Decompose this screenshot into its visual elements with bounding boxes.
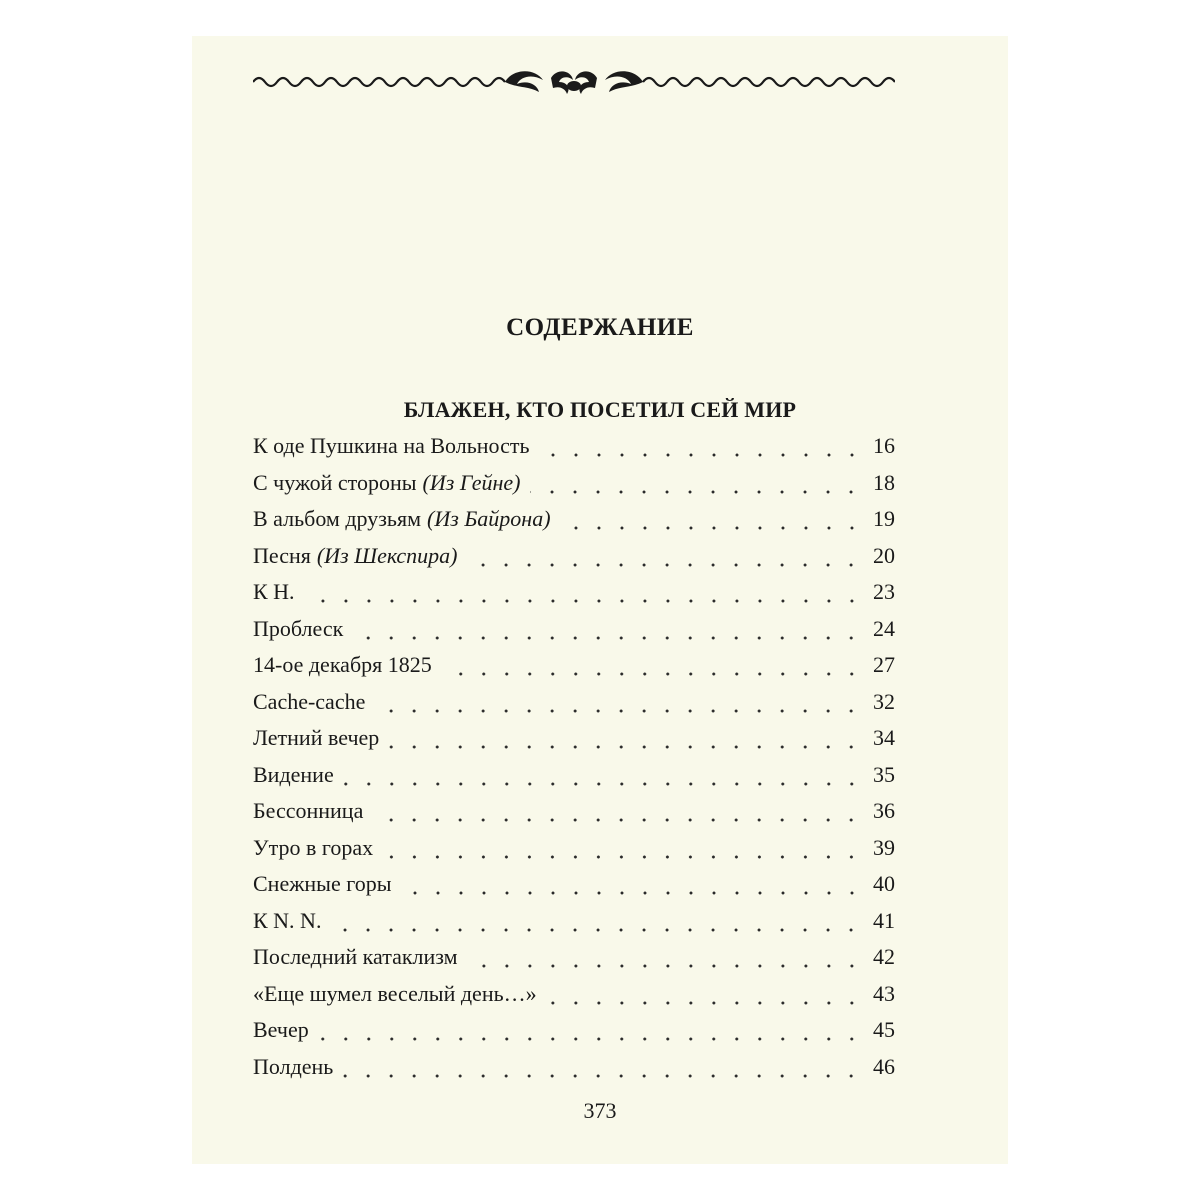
toc-entry xyxy=(253,903,895,940)
toc-entry xyxy=(253,611,895,648)
dot-leader xyxy=(305,599,863,603)
dot-leader xyxy=(402,891,864,895)
toc-entry-title: Песня xyxy=(253,542,311,568)
dot-leader xyxy=(561,526,863,530)
dot-leader xyxy=(467,563,863,567)
toc-entry-page: 18 xyxy=(873,469,895,495)
toc-entry-title: Видение xyxy=(253,761,334,787)
toc-entry-title: Снежные горы xyxy=(253,871,392,896)
dot-leader xyxy=(373,818,863,822)
ornament-divider-icon xyxy=(253,64,895,104)
toc-entry-page: 34 xyxy=(873,725,895,750)
toc-entry-page: 23 xyxy=(873,579,895,604)
toc-entry-source-note: (Из Шекспира) xyxy=(316,542,458,568)
dot-leader xyxy=(331,928,863,932)
toc-entry-page: 43 xyxy=(873,980,895,1006)
toc-entry-title: 14-ое декабря 1825 xyxy=(253,652,432,677)
table-of-contents xyxy=(253,428,895,1085)
dot-leader xyxy=(442,672,863,676)
dot-leader xyxy=(547,1001,863,1005)
toc-entry-title: В альбом друзьям xyxy=(253,506,422,531)
toc-entry xyxy=(253,793,895,830)
dot-leader xyxy=(540,453,864,457)
toc-entry-page: 46 xyxy=(873,1053,895,1079)
section-heading: БЛАЖЕН, КТО ПОСЕТИЛ СЕЙ МИР xyxy=(403,397,797,422)
toc-entry-title: Проблеск xyxy=(253,615,344,641)
toc-entry-title: Вечер xyxy=(253,1017,309,1042)
toc-entry-title: Летний вечер xyxy=(253,725,380,750)
toc-entry-page: 39 xyxy=(873,834,895,860)
toc-entry xyxy=(253,1012,895,1049)
page-number: 373 xyxy=(583,1098,617,1123)
toc-entry xyxy=(253,684,895,721)
dot-leader xyxy=(530,490,863,494)
toc-entry xyxy=(253,757,895,794)
toc-entry xyxy=(253,647,895,684)
toc-entry xyxy=(253,538,895,575)
dot-leader xyxy=(343,1074,863,1078)
toc-entry-title: С чужой стороны xyxy=(253,469,417,495)
dot-leader xyxy=(344,782,863,786)
toc-entry xyxy=(253,574,895,611)
toc-entry xyxy=(253,830,895,867)
toc-entry xyxy=(253,976,895,1013)
toc-entry-source-note: (Из Байрона) xyxy=(427,506,551,531)
toc-entry-page: 41 xyxy=(873,907,895,933)
toc-entry-page: 20 xyxy=(873,542,895,568)
dot-leader xyxy=(383,855,863,859)
toc-entry-page: 45 xyxy=(873,1017,895,1042)
toc-entry-page: 36 xyxy=(873,798,895,823)
toc-entry-page: 27 xyxy=(873,652,895,677)
toc-entry-page: 35 xyxy=(873,761,895,787)
toc-entry-title: Cache-cache xyxy=(253,688,366,714)
page-title: СОДЕРЖАНИЕ xyxy=(506,314,694,341)
dot-leader xyxy=(468,964,863,968)
toc-entry-title: Бессонница xyxy=(253,798,364,823)
toc-entry-page: 19 xyxy=(873,506,895,531)
toc-entry-page: 24 xyxy=(873,615,895,641)
toc-entry-title: К N. N. xyxy=(253,907,322,933)
dot-leader xyxy=(353,636,863,640)
toc-entry-title: Утро в горах xyxy=(253,834,374,860)
toc-entry xyxy=(253,465,895,502)
toc-entry-title: «Еще шумел веселый день…» xyxy=(253,980,537,1006)
dot-leader xyxy=(389,745,863,749)
toc-entry-title: Полдень xyxy=(253,1053,334,1079)
toc-entry-source-note: (Из Гейне) xyxy=(422,469,521,495)
toc-entry-page: 16 xyxy=(873,433,895,458)
toc-entry-page: 42 xyxy=(873,944,895,969)
toc-entry-page: 32 xyxy=(873,688,895,714)
dot-leader xyxy=(375,709,863,713)
toc-entry xyxy=(253,939,895,976)
toc-entry-title: К оде Пушкина на Вольность xyxy=(253,433,530,458)
toc-entry-title: Последний катаклизм xyxy=(253,944,458,969)
toc-entry xyxy=(253,720,895,757)
toc-entry xyxy=(253,501,895,538)
toc-entry xyxy=(253,866,895,903)
toc-entry xyxy=(253,428,895,465)
toc-entry-title: К Н. xyxy=(253,579,295,604)
dot-leader xyxy=(319,1037,863,1041)
toc-entry-page: 40 xyxy=(873,871,895,896)
toc-entry xyxy=(253,1049,895,1086)
